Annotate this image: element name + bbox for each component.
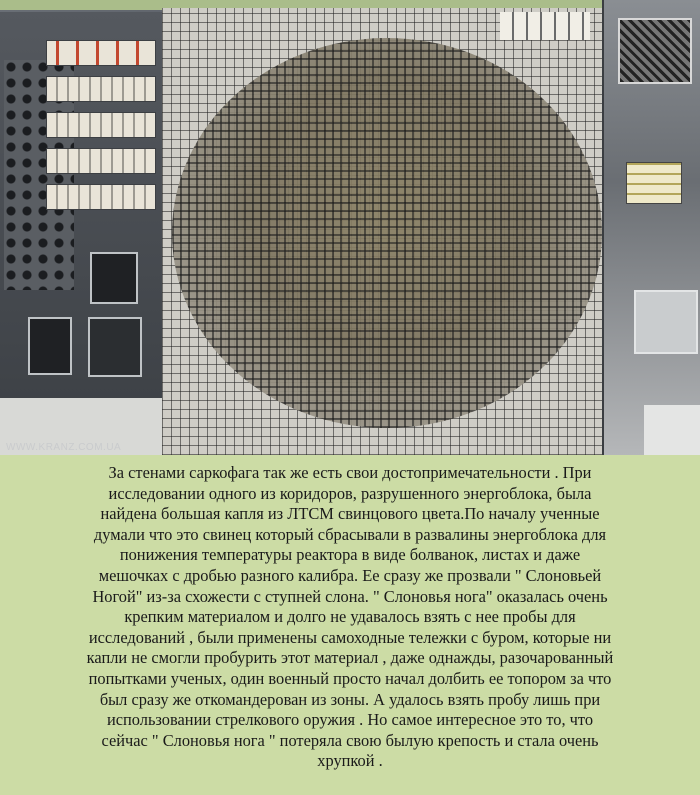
lower-right-panel [644,405,700,455]
vent-grille [618,18,692,84]
caption-line: сейчас " Слоновья нога " потеряла свою былую крепость и стала очень [101,730,599,750]
panel-label [46,40,156,66]
caption-line: исследовании одного из коридоров, разрушенного энергоблока, была [108,483,592,503]
caption-line: крепким материалом и долго не удавалось взять с нее пробы для [124,607,576,627]
panel-window [88,317,142,377]
caption-line: Ногой" из-за схожести с ступней слона. " Слоновья нога" оказалась очень [92,586,608,606]
right-control-panel [602,0,700,455]
left-control-panel [0,12,170,402]
watermark: WWW.KRANZ.COM.UA [6,442,122,453]
caption-line: использовании стрелкового оружия . Но самое интересное это то, что [106,710,594,730]
caption-line: понижения температуры реактора в виде болванок, листах и даже [119,545,581,565]
panel-label [46,76,156,102]
caption-line: попытками ученых, один военный просто начал долбить ее топором за что [88,668,612,688]
caption-text [8,463,692,772]
panel-label [46,112,156,138]
panel-label [46,184,156,210]
mosaic-top-labels [500,12,590,40]
panel-door [634,290,698,354]
yellow-labels [626,162,682,204]
label-stack [46,40,156,220]
panel-window [90,252,138,304]
caption-line: хрупкой . [317,751,383,771]
caption-line: мешочках с дробью разного калибра. Ее сразу же прозвали " Слоновьей [98,565,602,585]
caption-line: найдена большая капля из ЛТСМ свинцового цвета.По началу ученные [100,504,600,524]
panel-window [28,317,72,375]
panel-label [46,148,156,174]
reactor-mosaic-disc [172,38,602,428]
caption-line: думали что это свинец который сбрасывали в развалины энергоблока для [93,524,607,544]
caption-line: За стенами саркофага так же есть свои достопримечательности . При [108,463,592,482]
caption-line: был сразу же откомандерован из зоны. А удалось взять пробу лишь при [99,689,601,709]
caption-line: капли не смогли пробурить этот материал , даже однажды, разочарованный [86,648,614,668]
reactor-mosaic-wall [162,8,612,455]
caption-line: исследований , были применены самоходные тележки с буром, которые ни [88,627,612,647]
